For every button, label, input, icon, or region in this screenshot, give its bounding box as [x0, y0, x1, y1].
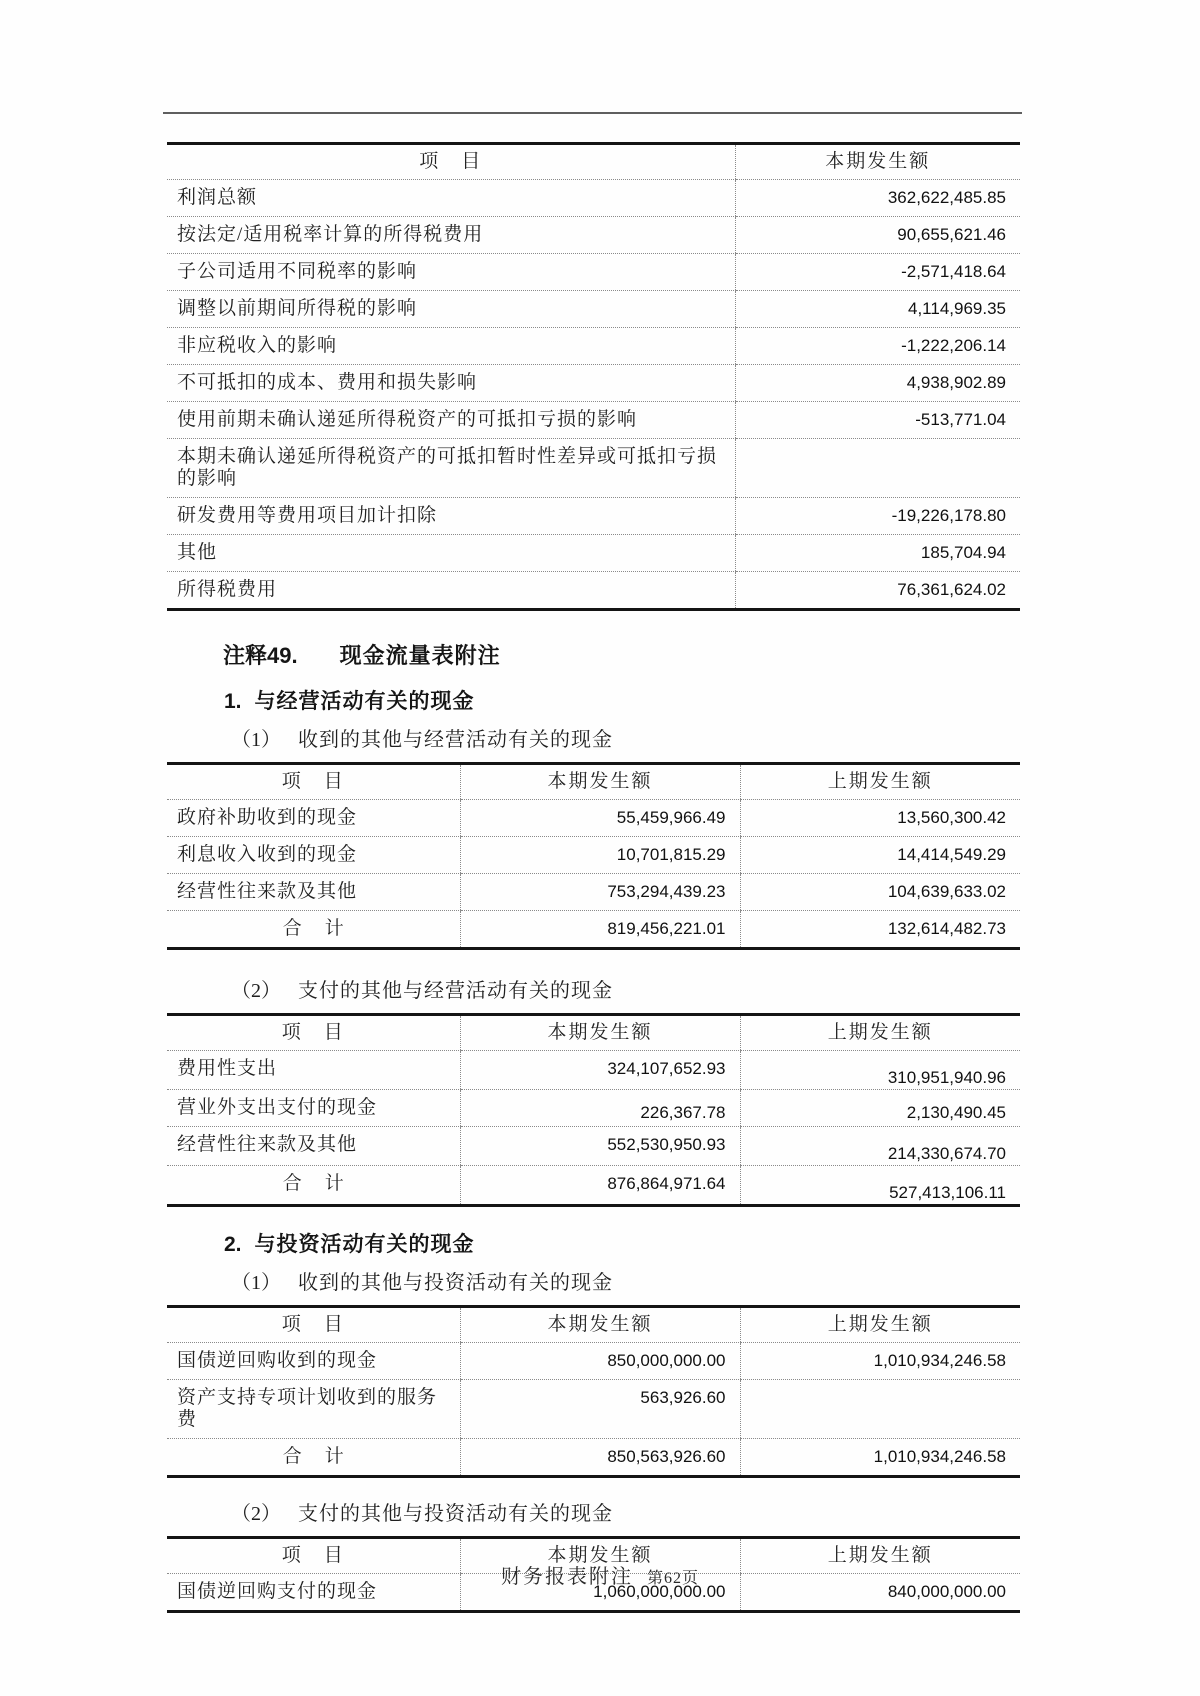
amount-cell-prior: 1,010,934,246.58 — [740, 1439, 1020, 1477]
column-header-current: 本期发生额 — [460, 764, 740, 800]
section-heading-operating — [224, 690, 1020, 713]
footer-document-title: 财务报表附注 — [500, 1566, 633, 1588]
item-cell: 国债逆回购收到的现金 — [167, 1343, 460, 1380]
amount-cell: -513,771.04 — [735, 402, 1020, 439]
amount-cell-prior: 13,560,300.42 — [740, 800, 1020, 837]
item-cell: 其他 — [167, 535, 735, 572]
table-header-row — [167, 144, 1020, 180]
item-cell: 资产支持专项计划收到的服务费 — [167, 1380, 460, 1439]
amount-cell — [735, 439, 1020, 498]
total-label-cell: 合 计 — [282, 1446, 346, 1467]
subsection-number: （1） — [231, 1272, 281, 1294]
amount-cell: 4,938,902.89 — [735, 365, 1020, 402]
item-cell: 子公司适用不同税率的影响 — [167, 254, 735, 291]
table-row — [167, 1343, 1020, 1380]
item-cell: 非应税收入的影响 — [167, 328, 735, 365]
note-title: 现金流量表附注 — [339, 643, 501, 668]
table-header-row — [167, 1015, 1020, 1051]
table-row — [167, 217, 1020, 254]
table-row — [167, 402, 1020, 439]
amount-cell: 362,622,485.85 — [735, 180, 1020, 217]
total-label-cell: 合 计 — [282, 918, 346, 939]
amount-cell-current: 1,060,000,000.00 — [460, 1574, 740, 1612]
operating-cash-paid-table — [167, 1013, 1020, 1207]
amount-cell-current: 563,926.60 — [460, 1380, 740, 1439]
column-header-item: 项 目 — [167, 1538, 460, 1574]
amount-cell: -2,571,418.64 — [735, 254, 1020, 291]
subsection-number: （1） — [231, 729, 281, 751]
amount-cell: 4,114,969.35 — [735, 291, 1020, 328]
amount-cell: 185,704.94 — [735, 535, 1020, 572]
amount-cell-prior: 2,130,490.45 — [740, 1090, 1020, 1127]
amount-cell-current: 753,294,439.23 — [460, 874, 740, 911]
item-cell: 政府补助收到的现金 — [167, 800, 460, 837]
subsection-heading-investing-received — [231, 1272, 1020, 1294]
amount-cell-current: 876,864,971.64 — [460, 1166, 740, 1206]
table-row — [167, 1090, 1020, 1127]
table-total-row — [167, 1439, 1020, 1477]
amount-cell-prior: 132,614,482.73 — [740, 911, 1020, 949]
amount-cell-prior: 1,010,934,246.58 — [740, 1343, 1020, 1380]
item-cell: 经营性往来款及其他 — [167, 1127, 460, 1166]
item-cell: 所得税费用 — [177, 579, 278, 600]
amount-cell-current: 55,459,966.49 — [460, 800, 740, 837]
item-cell: 经营性往来款及其他 — [167, 874, 460, 911]
amount-cell-prior — [740, 1380, 1020, 1439]
table-row — [167, 291, 1020, 328]
item-cell: 利润总额 — [167, 180, 735, 217]
item-cell: 研发费用等费用项目加计扣除 — [167, 498, 735, 535]
column-header-prior: 上期发生额 — [740, 1015, 1020, 1051]
total-label-cell: 合 计 — [282, 1173, 346, 1194]
table-row — [167, 1051, 1020, 1090]
table-row — [167, 365, 1020, 402]
amount-cell-current: 819,456,221.01 — [460, 911, 740, 949]
item-cell: 费用性支出 — [167, 1051, 460, 1090]
item-cell: 使用前期未确认递延所得税资产的可抵扣亏损的影响 — [167, 402, 735, 439]
amount-cell-current: 850,563,926.60 — [460, 1439, 740, 1477]
amount-cell-prior: 14,414,549.29 — [740, 837, 1020, 874]
amount-cell-prior: 104,639,633.02 — [740, 874, 1020, 911]
note-heading — [223, 644, 1020, 668]
page-footer — [0, 1560, 1200, 1589]
item-cell: 本期未确认递延所得税资产的可抵扣暂时性差异或可抵扣亏损的影响 — [167, 439, 735, 498]
subsection-title: 支付的其他与经营活动有关的现金 — [298, 980, 613, 1002]
table-total-row — [167, 1166, 1020, 1206]
income-tax-reconciliation-table — [167, 142, 1020, 611]
column-header-current: 本期发生额 — [460, 1307, 740, 1343]
operating-cash-received-table — [167, 762, 1020, 950]
item-cell: 国债逆回购支付的现金 — [177, 1581, 378, 1602]
column-header-current: 本期发生额 — [460, 1015, 740, 1051]
amount-cell-current: 552,530,950.93 — [460, 1127, 740, 1166]
subsection-title: 收到的其他与经营活动有关的现金 — [298, 729, 613, 751]
section-heading-investing — [224, 1233, 1020, 1256]
table-row — [167, 837, 1020, 874]
column-header-item: 项 目 — [167, 764, 460, 800]
amount-cell: 76,361,624.02 — [735, 572, 1020, 610]
table-row — [167, 180, 1020, 217]
table-row — [167, 439, 1020, 498]
section-number: 2. — [224, 1233, 242, 1256]
amount-cell: -19,226,178.80 — [735, 498, 1020, 535]
amount-cell: 90,655,621.46 — [735, 217, 1020, 254]
table-row — [167, 254, 1020, 291]
amount-cell-current: 226,367.78 — [460, 1090, 740, 1127]
subsection-heading-operating-paid — [231, 980, 1020, 1002]
item-cell: 调整以前期间所得税的影响 — [167, 291, 735, 328]
item-cell: 营业外支出支付的现金 — [167, 1090, 460, 1127]
amount-cell-prior: 310,951,940.96 — [740, 1051, 1020, 1090]
subsection-title: 收到的其他与投资活动有关的现金 — [298, 1272, 613, 1294]
note-number: 注释49. — [223, 643, 298, 668]
item-cell: 不可抵扣的成本、费用和损失影响 — [167, 365, 735, 402]
table-row — [167, 874, 1020, 911]
footer-page-number: 第62页 — [646, 1570, 699, 1587]
column-header-prior: 上期发生额 — [740, 764, 1020, 800]
amount-cell-current: 850,000,000.00 — [460, 1343, 740, 1380]
amount-cell: -1,222,206.14 — [735, 328, 1020, 365]
table-row — [167, 1127, 1020, 1166]
amount-cell-prior: 840,000,000.00 — [740, 1574, 1020, 1612]
column-header-prior: 上期发生额 — [740, 1538, 1020, 1574]
subsection-heading-investing-paid — [231, 1503, 1020, 1525]
section-title: 与投资活动有关的现金 — [254, 1233, 475, 1256]
investing-cash-received-table — [167, 1305, 1020, 1478]
column-header-current: 本期发生额 — [460, 1538, 740, 1574]
section-title: 与经营活动有关的现金 — [254, 690, 475, 713]
table-row — [167, 498, 1020, 535]
subsection-number: （2） — [231, 1503, 281, 1525]
amount-cell-prior: 527,413,106.11 — [740, 1166, 1020, 1206]
amount-cell-current: 324,107,652.93 — [460, 1051, 740, 1090]
subsection-number: （2） — [231, 980, 281, 1002]
table-row — [167, 535, 1020, 572]
column-header-prior: 上期发生额 — [740, 1307, 1020, 1343]
column-header-current: 本期发生额 — [735, 144, 1020, 180]
table-row — [167, 1380, 1020, 1439]
column-header-item: 项 目 — [167, 144, 735, 180]
item-cell: 利息收入收到的现金 — [167, 837, 460, 874]
amount-cell-current: 10,701,815.29 — [460, 837, 740, 874]
table-row — [167, 572, 1020, 610]
table-row — [167, 800, 1020, 837]
table-header-row — [167, 1307, 1020, 1343]
table-header-row — [167, 764, 1020, 800]
table-row — [167, 328, 1020, 365]
section-number: 1. — [224, 690, 242, 713]
subsection-heading-operating-received — [231, 729, 1020, 751]
item-cell: 按法定/适用税率计算的所得税费用 — [167, 217, 735, 254]
column-header-item: 项 目 — [167, 1307, 460, 1343]
table-total-row — [167, 911, 1020, 949]
amount-cell-prior: 214,330,674.70 — [740, 1127, 1020, 1166]
subsection-title: 支付的其他与投资活动有关的现金 — [298, 1503, 613, 1525]
page-content — [167, 114, 1020, 1613]
column-header-item: 项 目 — [167, 1015, 460, 1051]
